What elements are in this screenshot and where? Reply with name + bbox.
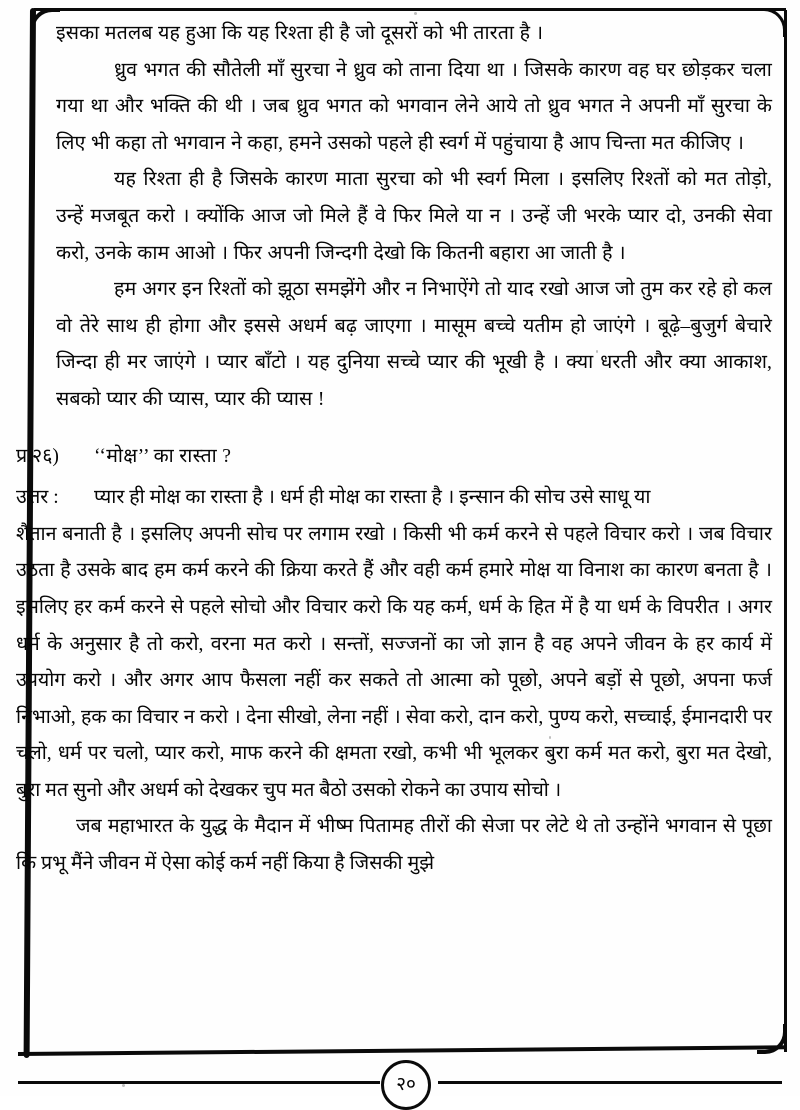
page-rule-left: [18, 1081, 380, 1084]
page-border-bottom: [18, 1045, 786, 1056]
page-rule-right: [438, 1081, 782, 1084]
body-paragraph: यह रिश्ता ही है जिसके कारण माता सुरचा को भी स्वर्ग मिला । इसलिए रिश्तों को मत तोड़ो, उन्हें मजबूत करो । क्योंकि आज जो मिले हैं वे फिर मिले या न । उन्हें जी भरके प्यार दो, उनकी सेवा करो, उनके काम आओ । फिर अपनी जिन्दगी देखो कि कितनी बहारा आ जाती है ।: [56, 169, 772, 264]
answer-closing-paragraph: [16, 809, 772, 882]
answer-closing-text: जब महाभारत के युद्ध के मैदान में भीष्म पितामह तीरों की सेजा पर लेटे थे तो उन्होंने भगवान से पूछा कि प्रभू मैंने जीवन में ऐसा कोई कर्म नहीं किया है जिसकी मुझे: [16, 816, 772, 875]
answer-label: उत्तर :: [16, 487, 59, 509]
answer-first-line: प्यार ही मोक्ष का रास्ता है । धर्म ही मोक्ष का रास्ता है । इन्सान की सोच उसे साधू या: [94, 487, 651, 509]
answer-body: शैतान बनाती है । इसलिए अपनी सोच पर लगाम रखो । किसी भी कर्म करने से पहले विचार करो । जब विचार उठता है उसके बाद हम कर्म करने की क्रिया करते हैं और वही कर्म हमारे मोक्ष या विनाश का कारण बनता है । इसलिए हर कर्म करने से पहले सोचो और विचार करो कि यह कर्म, धर्म के हित में है या धर्म के विपरीत । अगर धर्म के अनुसार है तो करो, वरना मत करो । सन्तों, सज्जनों का जो ज्ञान है वह अपने जीवन के हर कार्य में उपयोग करो । और अगर आप फैसला नहीं कर सकते तो आत्मा को पूछो, अपने बड़ों से पूछो, अपना फर्ज निभाओ, हक का विचार न करो । देना सीखो, लेना नहीं । सेवा करो, दान करो, पुण्य करो, सच्चाई, ईमानदारी पर चलो, धर्म पर चलो, प्यार करो, माफ करने की क्षमता रखो, कभी भी भूलकर बुरा कर्म मत करो, बुरा मत देखो, बुरा मत सुनो और अधर्म को देखकर चुप मत बैठो उसको रोकने का उपाय सोचो ।: [16, 523, 772, 801]
question-text: ‘‘मोक्ष’’ का रास्ता ?: [94, 445, 232, 467]
body-paragraph: ध्रुव भगत की सौतेली माँ सुरचा ने ध्रुव को ताना दिया था । जिसके कारण वह घर छोड़कर चला गया था और भक्ति की थी । जब ध्रुव भगत को भगवान लेने आये तो ध्रुव भगत ने अपनी माँ सुरचा के लिए भी कहा तो भगवान ने कहा, हमने उसको पहले ही स्वर्ग में पहुंचाया है आप चिन्ता मत कीजिए ।: [56, 59, 772, 154]
page-content: [16, 16, 772, 883]
answer-row: [16, 480, 772, 517]
page-number-text: २०: [396, 1073, 416, 1095]
page-border-top: [34, 8, 786, 11]
question-row: [16, 439, 772, 476]
page-number-bar: [18, 1060, 782, 1104]
page-border-right: [784, 10, 787, 1052]
page-corner-bottom-right: [757, 1024, 787, 1054]
body-paragraph: हम अगर इन रिश्तों को झूठा समझेंगे और न निभाऐंगे तो याद रखो आज जो तुम कर रहे हो कल वो तेरे साथ ही होगा और इससे अधर्म बढ़ जाएगा । मासूम बच्चे यतीम हो जाएंगे । बूढ़े–बुजुर्ग बेचारे जिन्दा ही मर जाएंगे । प्यार बाँटो । यह दुनिया सच्चे प्यार की भूखी है । क्या धरती और क्या आकाश, सबको प्यार की प्यास, प्यार की प्यास !: [56, 279, 772, 410]
question-answer-block: [16, 439, 772, 883]
question-number-label: प्र.२६): [16, 445, 59, 467]
body-paragraph: इसका मतलब यह हुआ कि यह रिश्ता ही है जो दूसरों को भी तारता है ।: [56, 23, 544, 44]
scan-speck: [414, 12, 417, 15]
page-number-badge: [381, 1060, 431, 1110]
